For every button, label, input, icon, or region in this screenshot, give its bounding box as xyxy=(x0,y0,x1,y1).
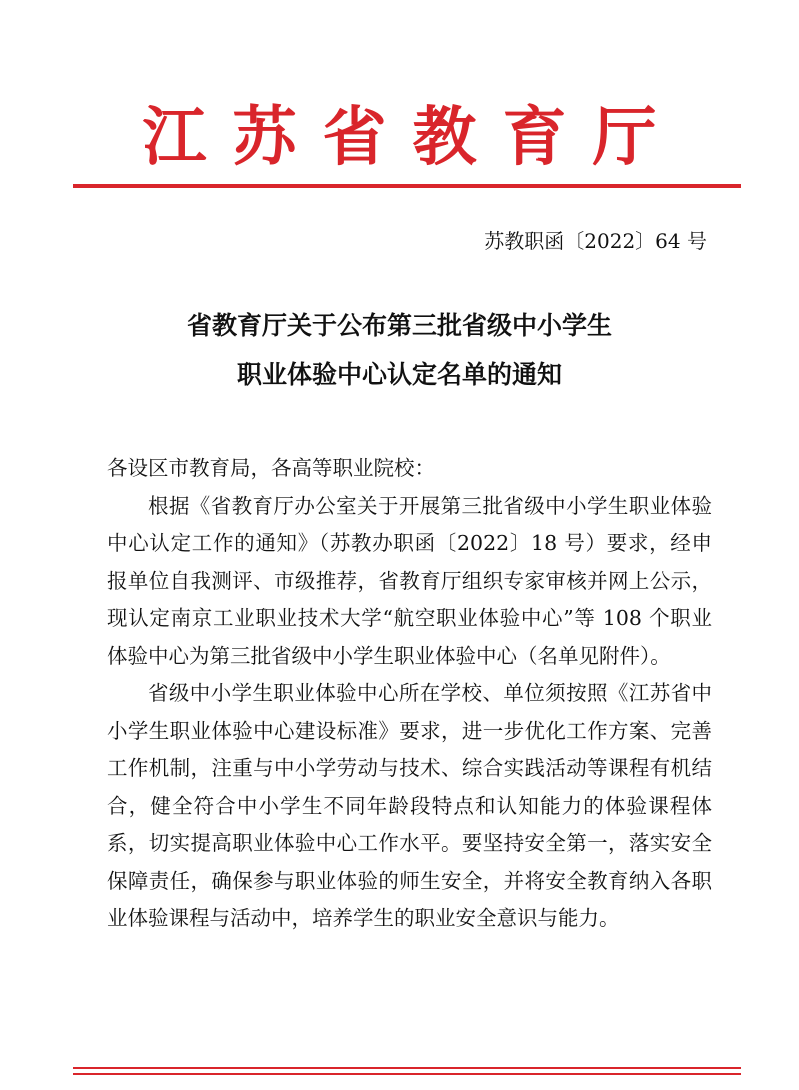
body-paragraph-2: 省级中小学生职业体验中心所在学校、单位须按照《江苏省中小学生职业体验中心建设标准》要求，进一步优化工作方案、完善工作机制，注重与中小学劳动与技术、综合实践活动等课程有机结合，健全符合中小学生不同年龄段特点和认知能力的体验课程体系，切实提高职业体验中心工作水平。要坚持安全第一，落实安全保障责任，确保参与职业体验的师生安全，并将安全教育纳入各职业体验课程与活动中，培养学生的职业安全意识与能力。 xyxy=(107,681,712,930)
salutation: 各设区市教育局，各高等职业院校： xyxy=(107,456,435,480)
document-body xyxy=(107,450,712,938)
notice-title-line-1: 省教育厅关于公布第三批省级中小学生 xyxy=(186,311,612,340)
header-red-rule xyxy=(73,184,741,188)
footer-red-rule-top xyxy=(73,1067,741,1069)
body-paragraph-1: 根据《省教育厅办公室关于开展第三批省级中小学生职业体验中心认定工作的通知》（苏教办职函〔2022〕18 号）要求，经申报单位自我测评、市级推荐，省教育厅组织专家审核并网上公示，现认定南京工业职业技术大学“航空职业体验中心”等 108 个职业体验中心为第三批省级中小学生职业体验中心（名单见附件）。 xyxy=(107,493,712,668)
issuer-masthead: 江苏省教育厅 xyxy=(142,100,683,175)
document-number: 苏教职函〔2022〕64 号 xyxy=(484,229,707,253)
notice-title-line-2: 职业体验中心认定名单的通知 xyxy=(236,360,562,389)
footer-red-rule-bottom xyxy=(73,1073,741,1075)
